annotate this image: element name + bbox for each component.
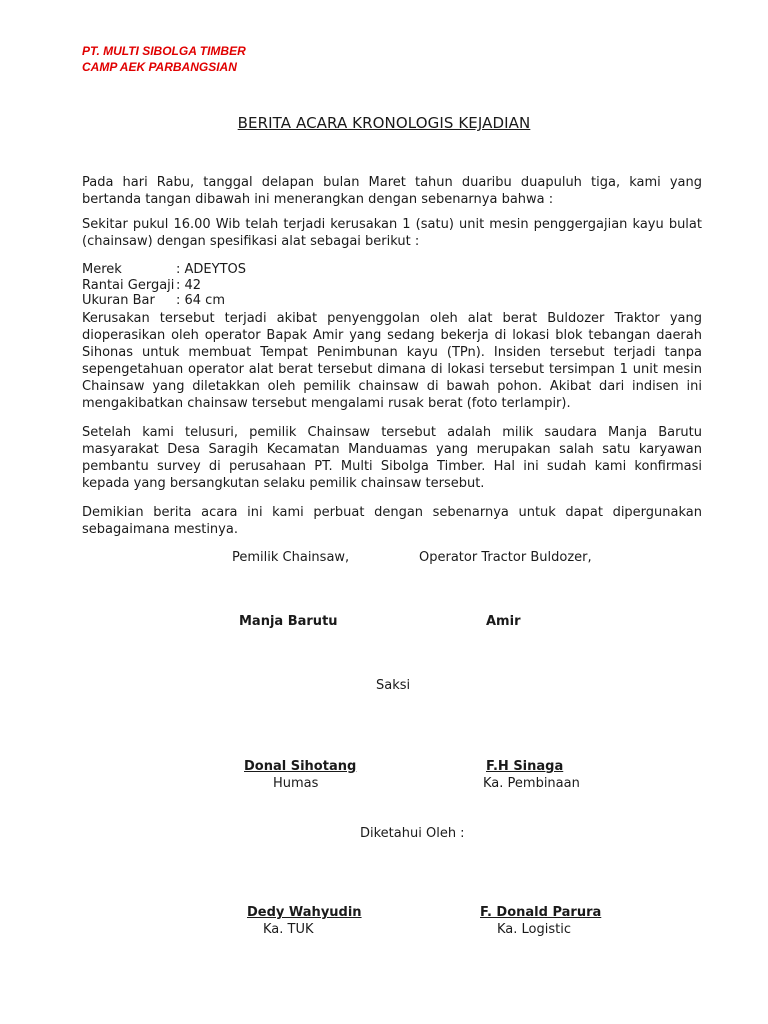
operator-label: Operator Tractor Buldozer,: [419, 550, 592, 565]
document-title: BERITA ACARA KRONOLOGIS KEJADIAN: [237, 114, 531, 132]
spec-key: Merek: [82, 262, 122, 277]
camp-name: CAMP AEK PARBANGSIAN: [82, 60, 237, 74]
spec-row-chain: [82, 278, 246, 294]
witness1-role: Humas: [273, 776, 319, 791]
approver2-role: Ka. Logistic: [497, 922, 571, 937]
spec-value: : ADEYTOS: [176, 262, 246, 277]
approver2-name: F. Donald Parura: [480, 905, 602, 920]
acknowledged-heading: Diketahui Oleh :: [360, 826, 465, 841]
spec-key: Rantai Gergaji: [82, 277, 175, 293]
operator-name: Amir: [486, 614, 521, 629]
paragraph-cause: Kerusakan tersebut terjadi akibat penyenggolan oleh alat berat Buldozer Traktor yang dioperasikan oleh operator Bapak Amir yang sedang bekerja di lokasi blok tebangan daerah Sihonas untuk membuat Tempat Penimbunan kayu (TPn). Insiden tersebut terjadi tanpa sepengetahuan operator alat berat tersebut dimana di lokasi tersebut tersimpan 1 unit mesin Chainsaw yang diletakkan oleh pemilik chainsaw di bawah pohon. Akibat dari indisen ini mengakibatkan chainsaw tersebut mengalami rusak berat (foto terlampir).: [82, 311, 702, 411]
spec-row-brand: [82, 262, 246, 278]
spec-value: : 64 cm: [176, 293, 225, 308]
company-name: PT. MULTI SIBOLGA TIMBER: [82, 44, 246, 58]
approver1-name: Dedy Wahyudin: [247, 905, 362, 920]
paragraph-incident: Sekitar pukul 16.00 Wib telah terjadi kerusakan 1 (satu) unit mesin penggergajian kayu bulat (chainsaw) dengan spesifikasi alat sebagai berikut :: [82, 217, 702, 249]
company-header: [82, 43, 246, 75]
witness2-name: F.H Sinaga: [486, 759, 564, 774]
paragraph-opening: Pada hari Rabu, tanggal delapan bulan Maret tahun duaribu duapuluh tiga, kami yang bertanda tangan dibawah ini menerangkan dengan sebenarnya bahwa :: [82, 175, 702, 207]
spec-row-bar: [82, 293, 246, 309]
paragraph-owner: Setelah kami telusuri, pemilik Chainsaw tersebut adalah milik saudara Manja Barutu masyarakat Desa Saragih Kecamatan Manduamas yang merupakan salah satu karyawan pembantu survey di perusahaan PT. Multi Sibolga Timber. Hal ini sudah kami konfirmasi kepada yang bersangkutan selaku pemilik chainsaw tersebut.: [82, 425, 702, 491]
owner-label: Pemilik Chainsaw,: [232, 550, 350, 565]
owner-name: Manja Barutu: [239, 614, 338, 629]
witness1-name: Donal Sihotang: [244, 759, 357, 774]
paragraph-closing: Demikian berita acara ini kami perbuat dengan sebenarnya untuk dapat dipergunakan sebagaimana mestinya.: [82, 505, 702, 537]
spec-value: : 42: [176, 277, 202, 293]
spec-list: [82, 262, 246, 309]
witness-heading: Saksi: [376, 678, 411, 693]
witness2-role: Ka. Pembinaan: [483, 776, 580, 791]
approver1-role: Ka. TUK: [263, 922, 314, 937]
spec-key: Ukuran Bar: [82, 293, 155, 308]
